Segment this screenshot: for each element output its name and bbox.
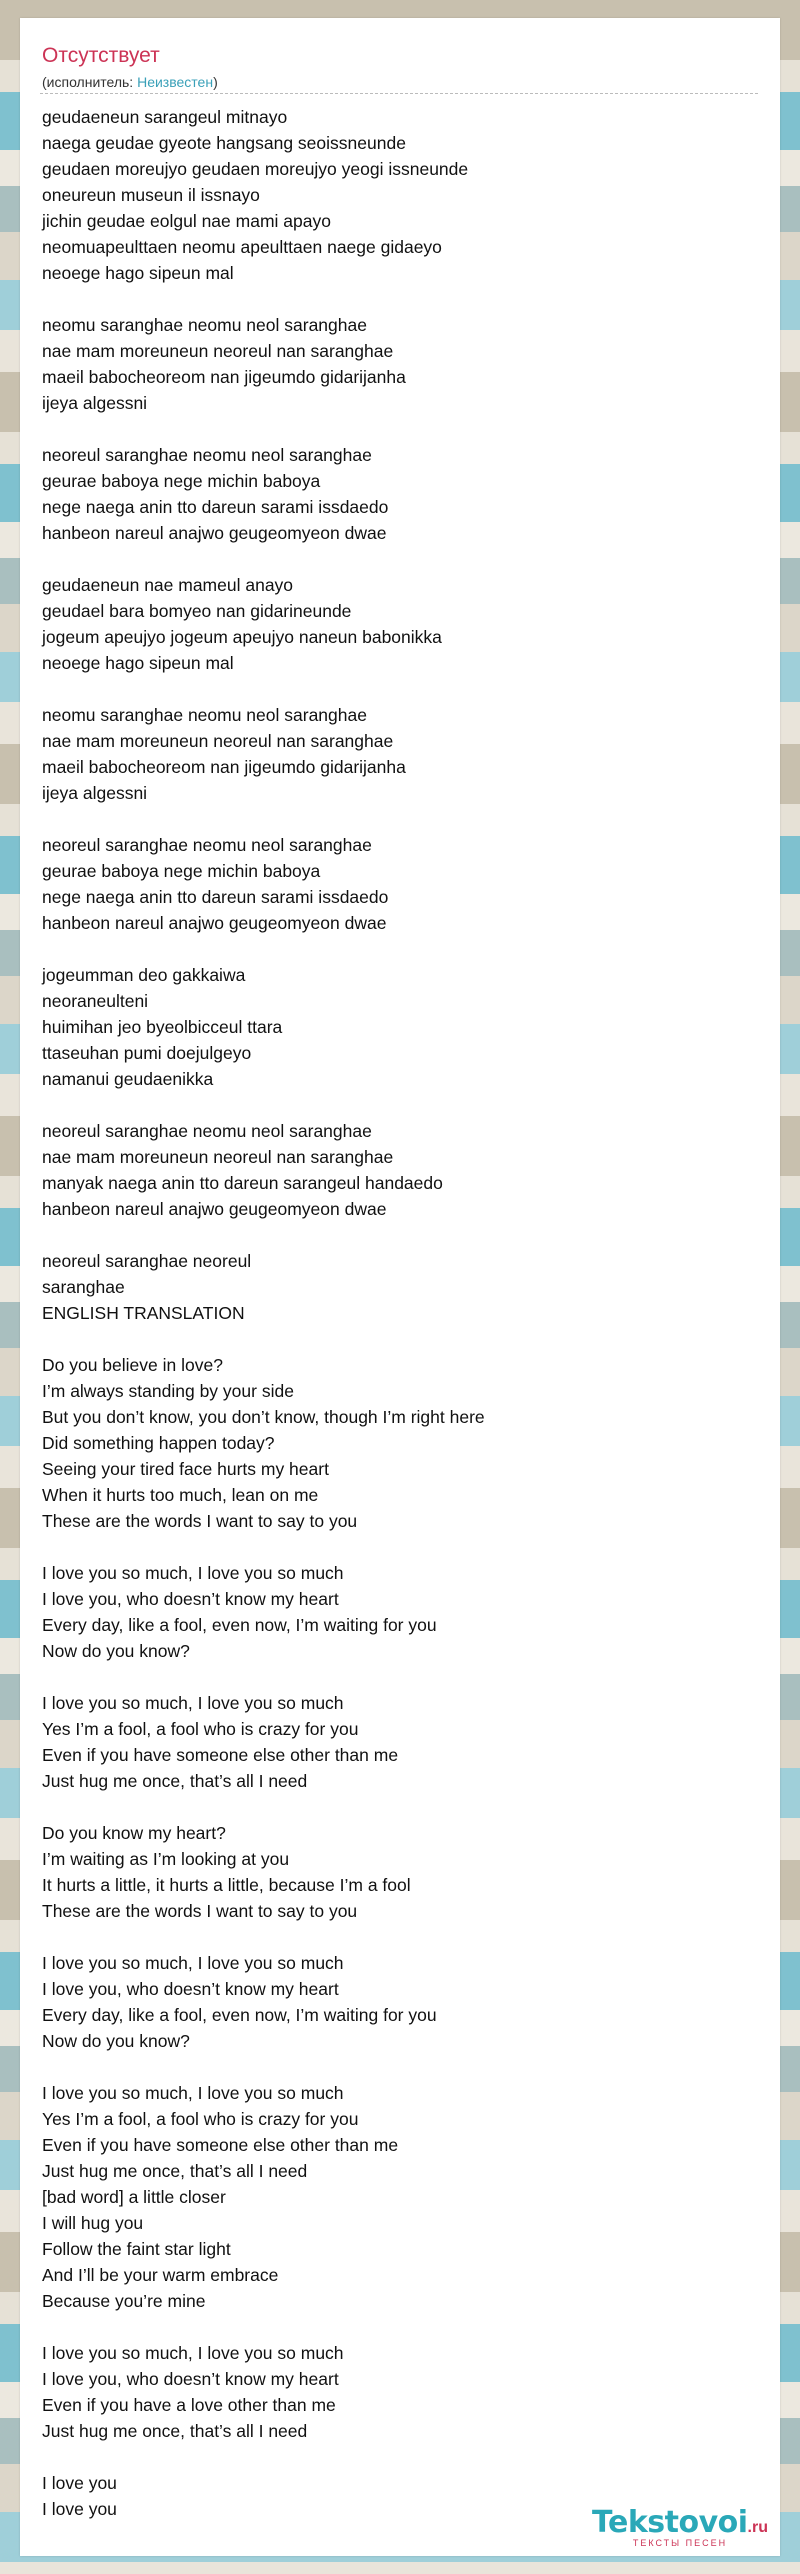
lyric-line: These are the words I want to say to you [42,1511,358,1531]
lyric-line: nae mam moreuneun neoreul nan saranghae [42,731,394,751]
lyric-line: I love you, who doesn’t know my heart [42,2369,339,2389]
lyric-line: neomuapeulttaen neomu apeulttaen naege gidaeyo [42,237,442,257]
lyric-line: When it hurts too much, lean on me [42,1485,319,1505]
lyric-line: I’m always standing by your side [42,1381,294,1401]
lyric-line: naega geudae gyeote hangsang seoissneunde [42,133,406,153]
stanza-gap [42,546,758,572]
lyric-line: Just hug me once, that’s all I need [42,1771,308,1791]
lyric-line: Follow the faint star light [42,2239,231,2259]
lyric-line: And I’ll be your warm embrace [42,2265,279,2285]
lyric-line: I love you so much, I love you so much [42,2083,344,2103]
lyric-line: Do you believe in love? [42,1355,223,1375]
lyric-line: ijeya algessni [42,393,148,413]
lyric-line: hanbeon nareul anajwo geugeomyeon dwae [42,1199,387,1219]
lyric-line: Even if you have someone else other than me [42,2135,399,2155]
lyric-line: maeil babocheoreom nan jigeumdo gidarijanha [42,367,406,387]
lyric-line: I love you, who doesn’t know my heart [42,1589,339,1609]
lyric-line: nege naega anin tto dareun sarami issdaedo [42,887,389,907]
lyric-line: nae mam moreuneun neoreul nan saranghae [42,341,394,361]
lyric-line: Seeing your tired face hurts my heart [42,1459,329,1479]
lyric-line: namanui geudaenikka [42,1069,214,1089]
lyric-line: Do you know my heart? [42,1823,226,1843]
lyric-line: Yes I’m a fool, a fool who is crazy for you [42,1719,359,1739]
lyric-line: I love you [42,2473,117,2493]
lyric-line: neoege hago sipeun mal [42,263,234,283]
lyric-line: jichin geudae eolgul nae mami apayo [42,211,331,231]
lyric-line: hanbeon nareul anajwo geugeomyeon dwae [42,913,387,933]
lyric-line: But you don’t know, you don’t know, though I’m right here [42,1407,485,1427]
lyric-line: Now do you know? [42,2031,190,2051]
stanza-gap [42,2444,758,2470]
stanza-gap [42,1222,758,1248]
stanza-gap [42,1326,758,1352]
lyric-line: ENGLISH TRANSLATION [42,1303,245,1323]
artist-line [42,73,218,91]
artist-suffix: ) [213,74,218,90]
lyric-line: neomu saranghae neomu neol saranghae [42,315,367,335]
lyric-line: ttaseuhan pumi doejulgeyo [42,1043,252,1063]
lyric-line: I love you [42,2499,117,2519]
lyric-line: Yes I’m a fool, a fool who is crazy for you [42,2109,359,2129]
stanza-gap [42,2054,758,2080]
lyric-line: manyak naega anin tto dareun sarangeul handaedo [42,1173,443,1193]
lyric-line: I love you so much, I love you so much [42,1953,344,1973]
lyric-line: Even if you have someone else other than me [42,1745,399,1765]
header-divider [40,93,758,94]
lyric-line: nae mam moreuneun neoreul nan saranghae [42,1147,394,1167]
lyric-line: [bad word] a little closer [42,2187,226,2207]
lyric-line: I love you, who doesn’t know my heart [42,1979,339,1999]
lyric-line: neoreul saranghae neomu neol saranghae [42,1121,372,1141]
lyric-line: huimihan jeo byeolbicceul ttara [42,1017,283,1037]
lyric-line: geudaeneun nae mameul anayo [42,575,294,595]
lyric-line: jogeumman deo gakkaiwa [42,965,246,985]
lyric-line: Every day, like a fool, even now, I’m waiting for you [42,1615,437,1635]
lyric-line: geudaen moreujyo geudaen moreujyo yeogi issneunde [42,159,469,179]
lyric-line: I love you so much, I love you so much [42,2343,344,2363]
logo-tld: .ru [747,2519,768,2536]
lyric-line: I love you so much, I love you so much [42,1563,344,1583]
logo-tagline: ТЕКСТЫ ПЕСЕН [632,2538,728,2548]
stanza-gap [42,2314,758,2340]
lyric-line: jogeum apeujyo jogeum apeujyo naneun babonikka [42,627,442,647]
site-logo[interactable] [592,2505,768,2548]
stanza-gap [42,1092,758,1118]
lyric-line: nege naega anin tto dareun sarami issdaedo [42,497,389,517]
stanza-gap [42,416,758,442]
lyric-line: These are the words I want to say to you [42,1901,358,1921]
lyric-line: geudaeneun sarangeul mitnayo [42,107,288,127]
lyric-line: Now do you know? [42,1641,190,1661]
song-title: Отсутствует [42,44,160,67]
lyric-line: maeil babocheoreom nan jigeumdo gidarijanha [42,757,406,777]
lyrics-card [20,18,780,2556]
lyric-line: neoreul saranghae neomu neol saranghae [42,835,372,855]
lyric-line: geurae baboya nege michin baboya [42,471,321,491]
stanza-gap [42,1664,758,1690]
logo-wordmark: Tekstovoi [592,2505,748,2540]
artist-prefix: (исполнитель: [42,74,138,90]
lyric-line: ijeya algessni [42,783,148,803]
lyric-line: neoreul saranghae neoreul [42,1251,252,1271]
stanza-gap [42,936,758,962]
lyric-line: Every day, like a fool, even now, I’m waiting for you [42,2005,437,2025]
lyric-line: Even if you have a love other than me [42,2395,336,2415]
lyric-line: neoreul saranghae neomu neol saranghae [42,445,372,465]
artist-link[interactable]: Неизвестен [137,74,214,90]
stanza-gap [42,806,758,832]
stanza-gap [42,286,758,312]
stanza-gap [42,676,758,702]
stanza-gap [42,1794,758,1820]
lyric-line: Because you’re mine [42,2291,206,2311]
lyric-line: geudael bara bomyeo nan gidarineunde [42,601,352,621]
stanza-gap [42,1924,758,1950]
lyric-line: Did something happen today? [42,1433,275,1453]
lyric-line: geurae baboya nege michin baboya [42,861,321,881]
lyric-line: hanbeon nareul anajwo geugeomyeon dwae [42,523,387,543]
lyric-line: Just hug me once, that’s all I need [42,2161,308,2181]
lyric-line: Just hug me once, that’s all I need [42,2421,308,2441]
lyric-line: I love you so much, I love you so much [42,1693,344,1713]
lyric-line: neoege hago sipeun mal [42,653,234,673]
lyric-line: saranghae [42,1277,125,1297]
lyric-line: It hurts a little, it hurts a little, because I’m a fool [42,1875,411,1895]
lyric-line: neomu saranghae neomu neol saranghae [42,705,367,725]
stanza-gap [42,1534,758,1560]
lyrics-text [42,104,758,2522]
lyric-line: neoraneulteni [42,991,149,1011]
lyric-line: oneureun museun il issnayo [42,185,260,205]
lyric-line: I’m waiting as I’m looking at you [42,1849,290,1869]
lyric-line: I will hug you [42,2213,144,2233]
